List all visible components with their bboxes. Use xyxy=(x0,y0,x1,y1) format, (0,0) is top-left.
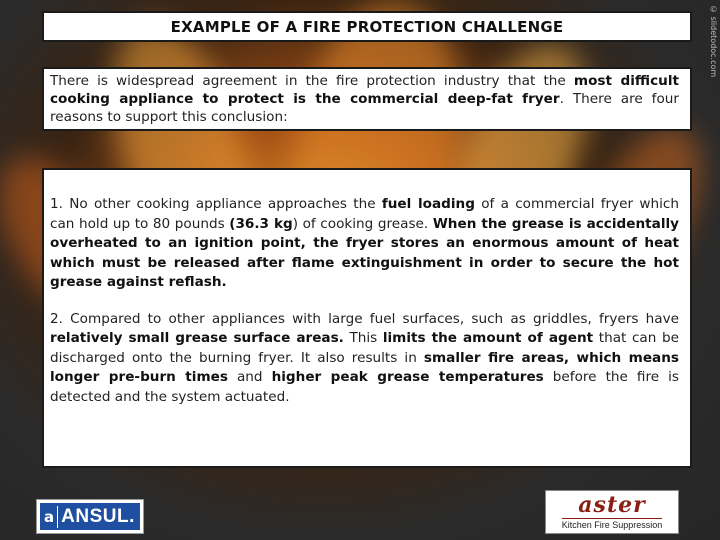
reason-text: ) of cooking grease. xyxy=(292,215,433,232)
reason-emphasis: fuel loading xyxy=(381,196,475,212)
reason-emphasis: (36.3 kg xyxy=(229,215,293,232)
reason-text: 2. Compared to other appliances with large fuel surfaces, such as griddles, fryers have xyxy=(50,310,679,327)
reason-text: 1. No other cooking appliance approaches the xyxy=(50,196,382,212)
reason-text: of a commercial fryer which can hold up to 80 pounds xyxy=(50,196,679,232)
reason-emphasis: higher peak grease temperatures xyxy=(271,369,544,385)
reasons-box xyxy=(42,168,692,468)
reason-text: that can be discharged onto the burning fryer. It also results in xyxy=(50,330,679,366)
reason-emphasis: relatively small grease surface areas. xyxy=(50,330,344,346)
copyright-watermark: © slidetodoc.com xyxy=(709,5,718,78)
intro-box xyxy=(42,67,692,131)
reason-paragraph-2 xyxy=(50,310,679,408)
ansul-logo-badge xyxy=(40,503,140,530)
ansul-logo-text: ANSUL. xyxy=(61,505,135,527)
intro-text: . There are four reasons to support this conclusion: xyxy=(50,91,679,125)
reason-emphasis: smaller fire areas, which means longer pre-burn times xyxy=(50,349,680,385)
intro-emphasis: most difficult cooking appliance to protect is the commercial deep-fat fryer xyxy=(50,73,679,107)
intro-text: There is widespread agreement in the fire protection industry that the xyxy=(50,73,574,89)
reason-emphasis: limits the amount of agent xyxy=(382,330,594,346)
reason-emphasis: When the grease is accidentally overheated to an ignition point, the fryer stores an enormous amount of heat which must be released after flame extinguishment in order to secure the hot grease against reflash. xyxy=(50,215,680,290)
reason-text: before the fire is detected and the system actuated. xyxy=(50,369,680,405)
reason-text: and xyxy=(227,369,272,385)
title-box xyxy=(42,11,692,42)
ansul-mark-icon: a xyxy=(40,506,58,528)
aster-logo-text: aster xyxy=(578,492,646,518)
slide-title: EXAMPLE OF A FIRE PROTECTION CHALLENGE xyxy=(170,17,564,36)
aster-logo xyxy=(545,490,679,534)
aster-tagline: Kitchen Fire Suppression xyxy=(561,520,663,530)
reason-text: This xyxy=(343,330,383,346)
reason-paragraph-1 xyxy=(50,195,679,293)
ansul-logo xyxy=(36,499,144,534)
